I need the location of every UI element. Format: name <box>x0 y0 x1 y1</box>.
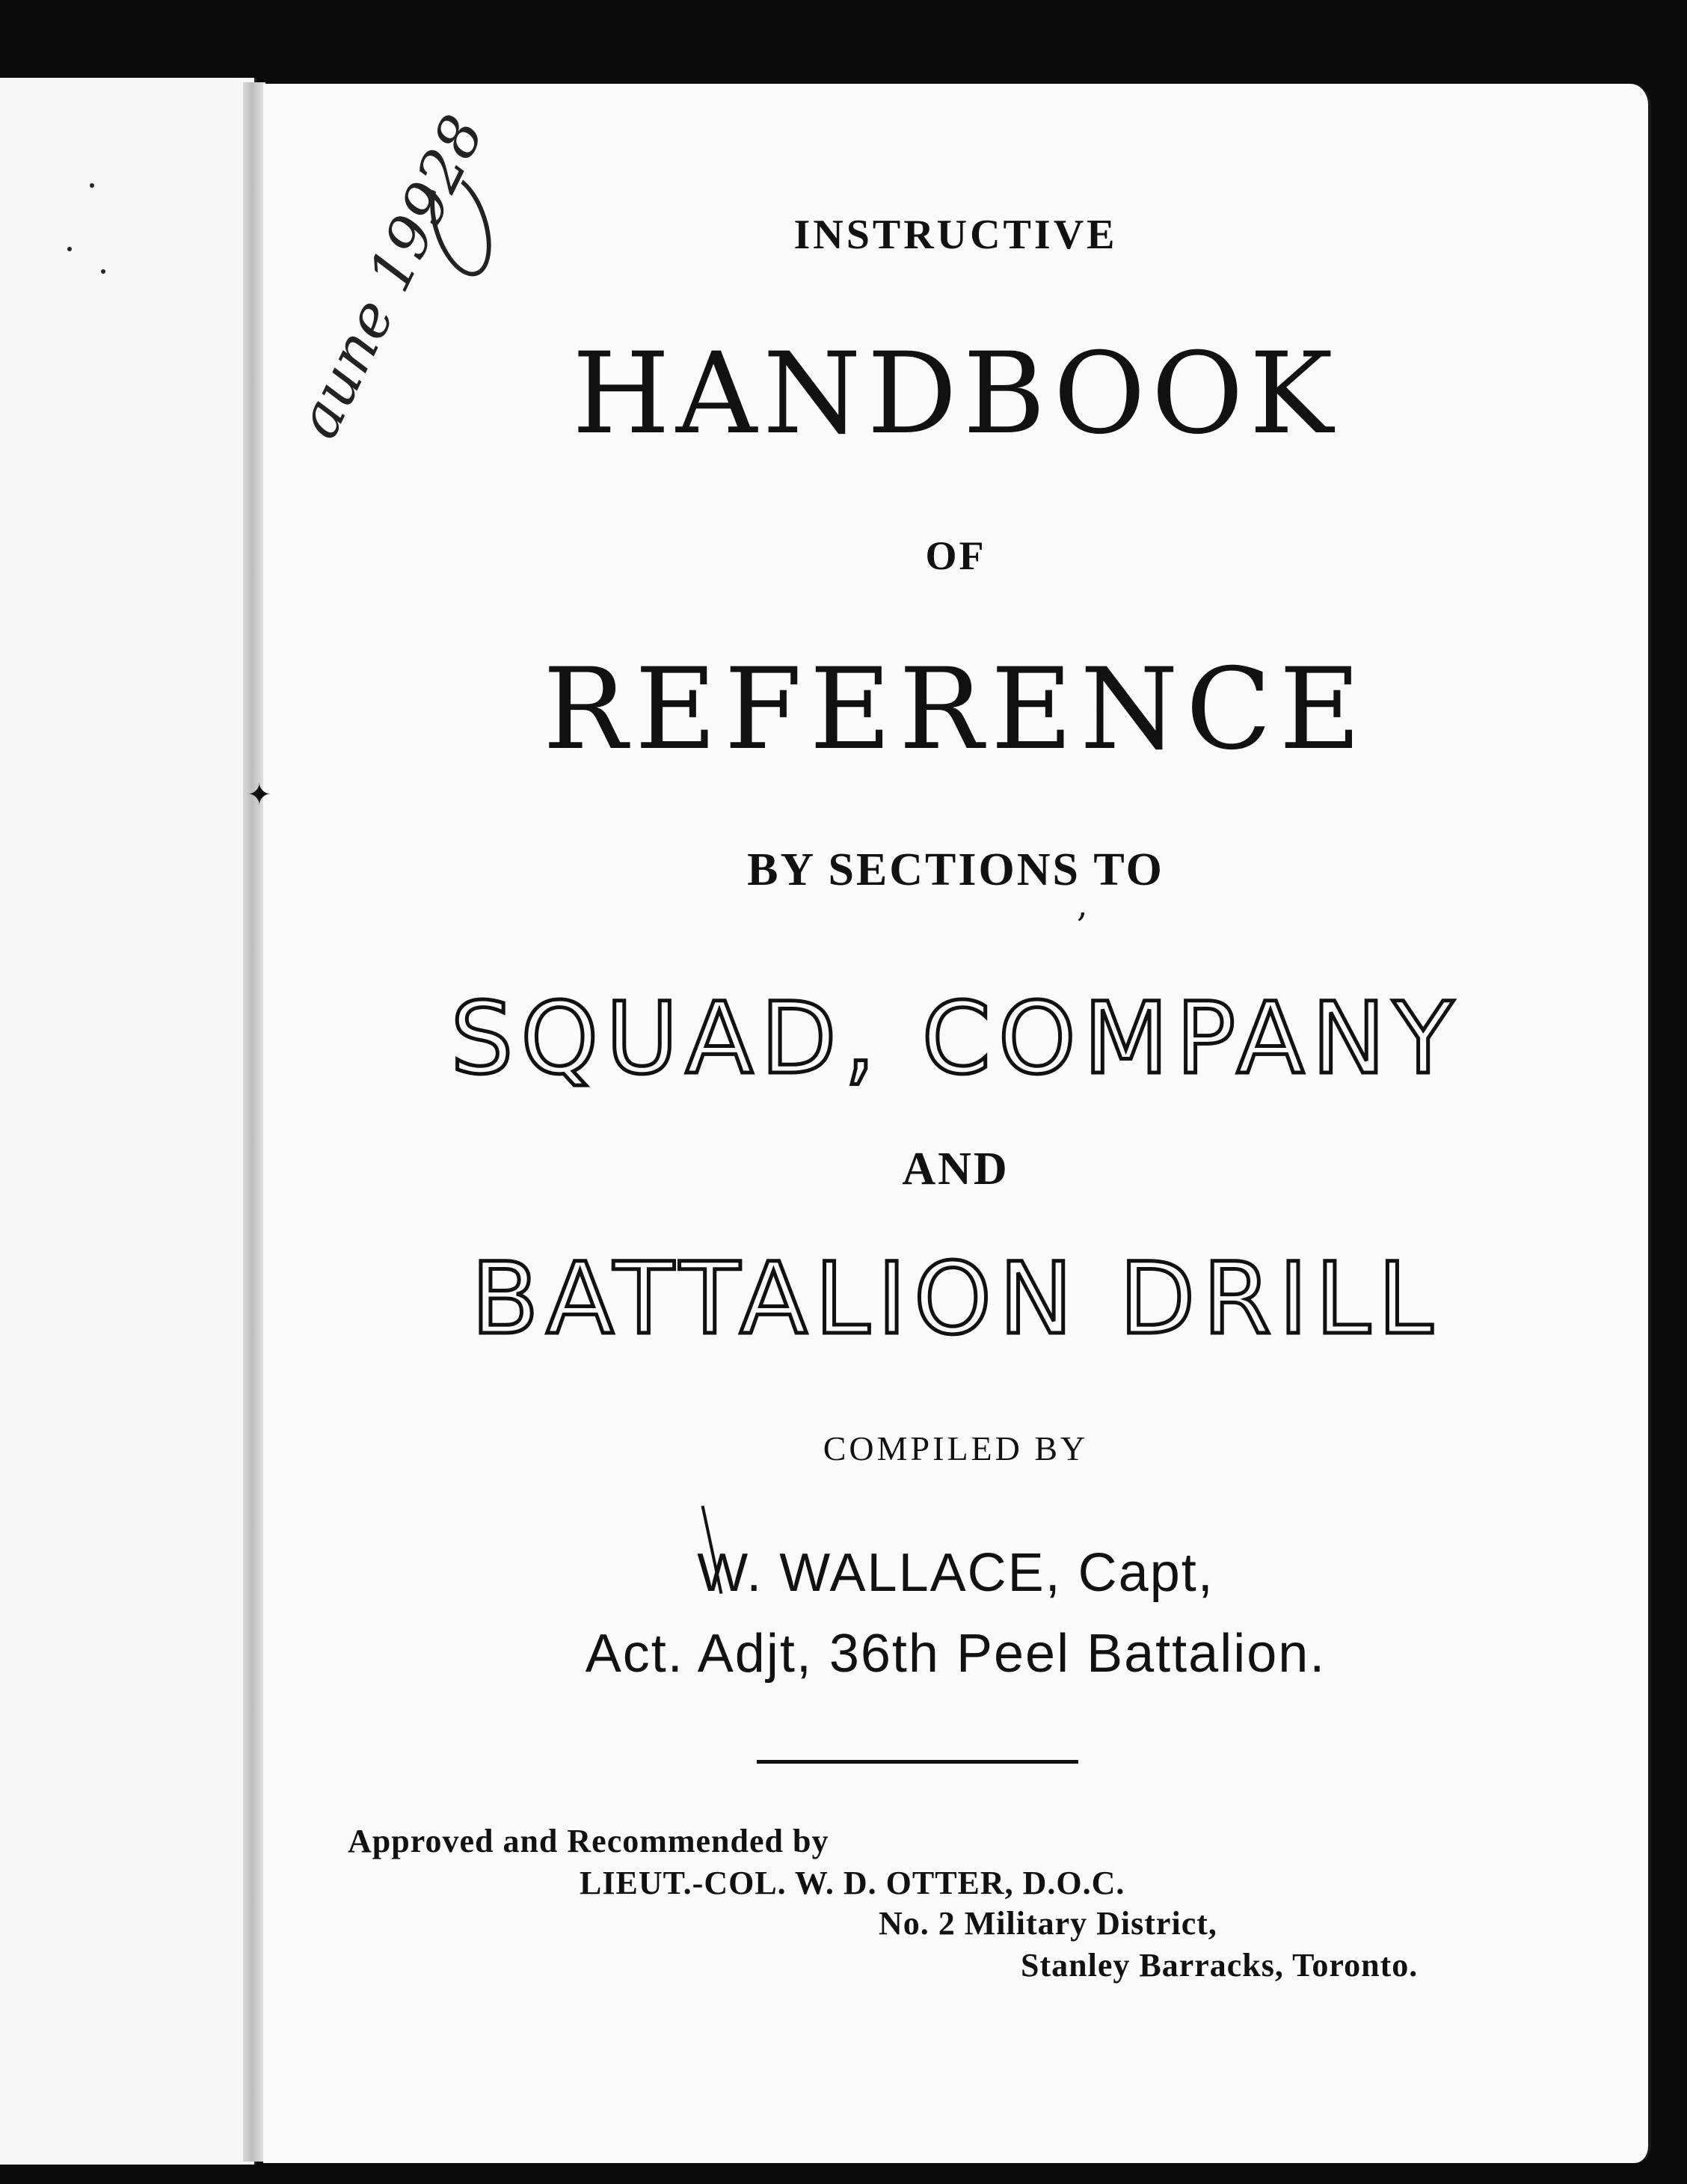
left-page-edge <box>0 78 256 2165</box>
title-reference: REFERENCE <box>543 645 1368 775</box>
title-by-sections: BY SECTIONS TO <box>747 844 1164 895</box>
binding-stitch-icon: ✦ <box>247 778 272 812</box>
scan-speck <box>101 269 105 274</box>
title-and: AND <box>902 1144 1010 1194</box>
title-battalion-drill: BATTALION DRILL <box>470 1242 1441 1357</box>
title-instructive: INSTRUCTIVE <box>793 212 1118 258</box>
title-handbook: HANDBOOK <box>572 329 1339 459</box>
divider-rule <box>757 1760 1078 1764</box>
scan-speck <box>90 183 94 188</box>
handwritten-note: aune 19928 <box>284 105 498 449</box>
ink-mark: , <box>1077 884 1088 924</box>
approval-line-1: Approved and Recommended by <box>348 1823 829 1859</box>
title-of: OF <box>925 533 986 578</box>
compiled-by-label: COMPILED BY <box>823 1429 1089 1467</box>
scan-speck <box>67 247 72 251</box>
approval-line-3: No. 2 Military District, <box>879 1905 1217 1942</box>
book-gutter <box>243 82 265 2162</box>
compiler-position: Act. Adjt, 36th Peel Battalion. <box>585 1624 1327 1684</box>
approval-line-4: Stanley Barracks, Toronto. <box>1021 1947 1419 1984</box>
approval-line-2: LIEUT.-COL. W. D. OTTER, D.O.C. <box>580 1865 1125 1901</box>
title-squad-company: SQUAD, COMPANY <box>450 981 1461 1096</box>
compiler-name: W. WALLACE, Capt, <box>697 1543 1214 1603</box>
